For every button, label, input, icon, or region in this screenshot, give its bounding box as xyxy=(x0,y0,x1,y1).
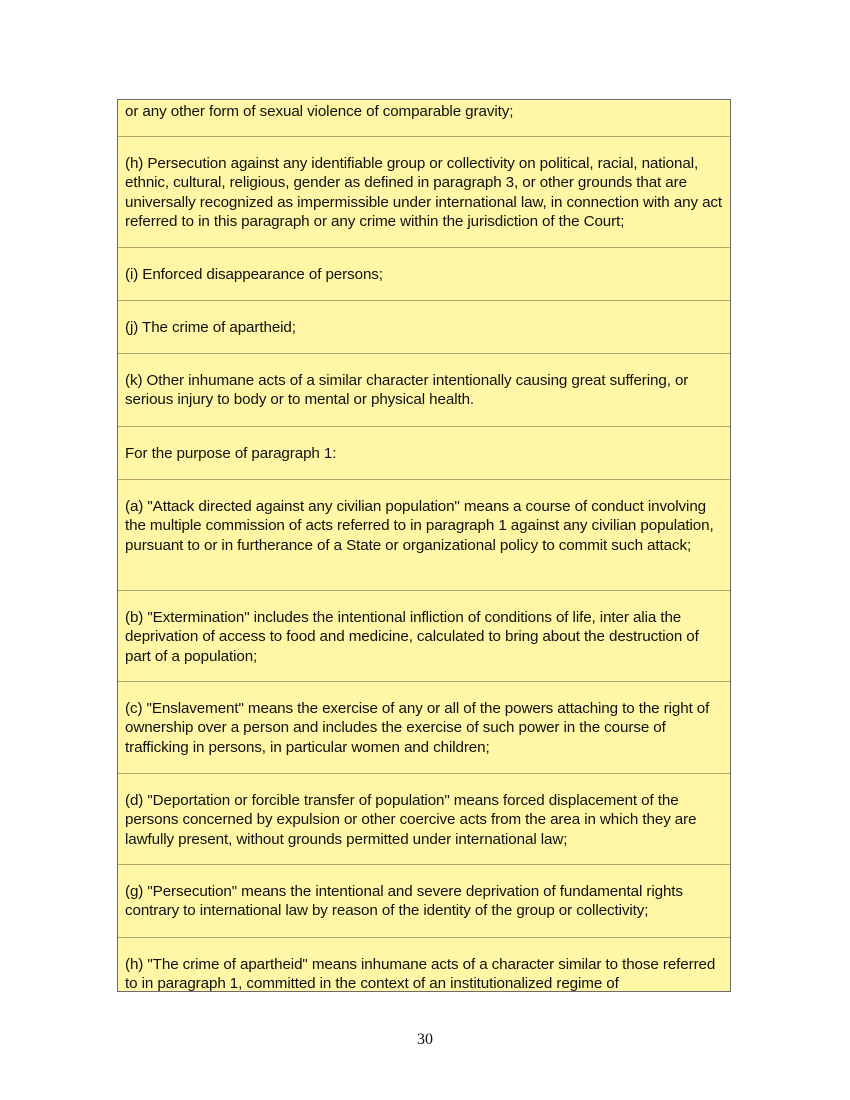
table-row xyxy=(118,427,730,480)
table-row xyxy=(118,865,730,938)
table-row xyxy=(118,480,730,591)
row-text: (c) "Enslavement" means the exercise of any or all of the powers attaching to the right of ownership over a person and includes the exercise of such power in the course of trafficking in persons, in particular women and children; xyxy=(125,700,710,756)
row-text: (d) "Deportation or forcible transfer of population" means forced displacement of the persons concerned by expulsion or other coercive acts from the area in which they are lawfully present, without grounds permitted under international law; xyxy=(125,792,697,848)
table-row xyxy=(118,137,730,248)
table-row xyxy=(118,938,730,992)
row-text: (h) Persecution against any identifiable group or collectivity on political, racial, national, ethnic, cultural, religious, gender as defined in paragraph 3, or other grounds that are universally recognized as impermissible under international law, in connection with any act referred to in this paragraph or any crime within the jurisdiction of the Court; xyxy=(125,155,723,231)
table-row xyxy=(118,354,730,427)
row-text: (j) The crime of apartheid; xyxy=(125,319,296,336)
row-text: (i) Enforced disappearance of persons; xyxy=(125,266,383,283)
row-text: (h) "The crime of apartheid" means inhumane acts of a character similar to those referred to in paragraph 1, committed in the context of an institutionalized regime of xyxy=(125,956,716,992)
document-table xyxy=(117,99,731,992)
table-row xyxy=(118,100,730,137)
table-row xyxy=(118,301,730,354)
table-row xyxy=(118,774,730,865)
row-text: (a) "Attack directed against any civilian population" means a course of conduct involving the multiple commission of acts referred to in paragraph 1 against any civilian population, pursuant to or in furtherance of a State or organizational policy to commit such attack; xyxy=(125,498,714,554)
table-row xyxy=(118,591,730,682)
table-row xyxy=(118,248,730,301)
row-text: (g) "Persecution" means the intentional and severe deprivation of fundamental rights contrary to international law by reason of the identity of the group or collectivity; xyxy=(125,883,683,920)
row-text: or any other form of sexual violence of comparable gravity; xyxy=(125,103,514,120)
row-text: (b) "Extermination" includes the intentional infliction of conditions of life, inter alia the deprivation of access to food and medicine, calculated to bring about the destruction of part of a population; xyxy=(125,609,699,665)
table-row xyxy=(118,682,730,774)
page-number: 30 xyxy=(417,1031,433,1048)
row-text: For the purpose of paragraph 1: xyxy=(125,445,337,462)
row-text: (k) Other inhumane acts of a similar character intentionally causing great suffering, or serious injury to body or to mental or physical health. xyxy=(125,372,689,409)
